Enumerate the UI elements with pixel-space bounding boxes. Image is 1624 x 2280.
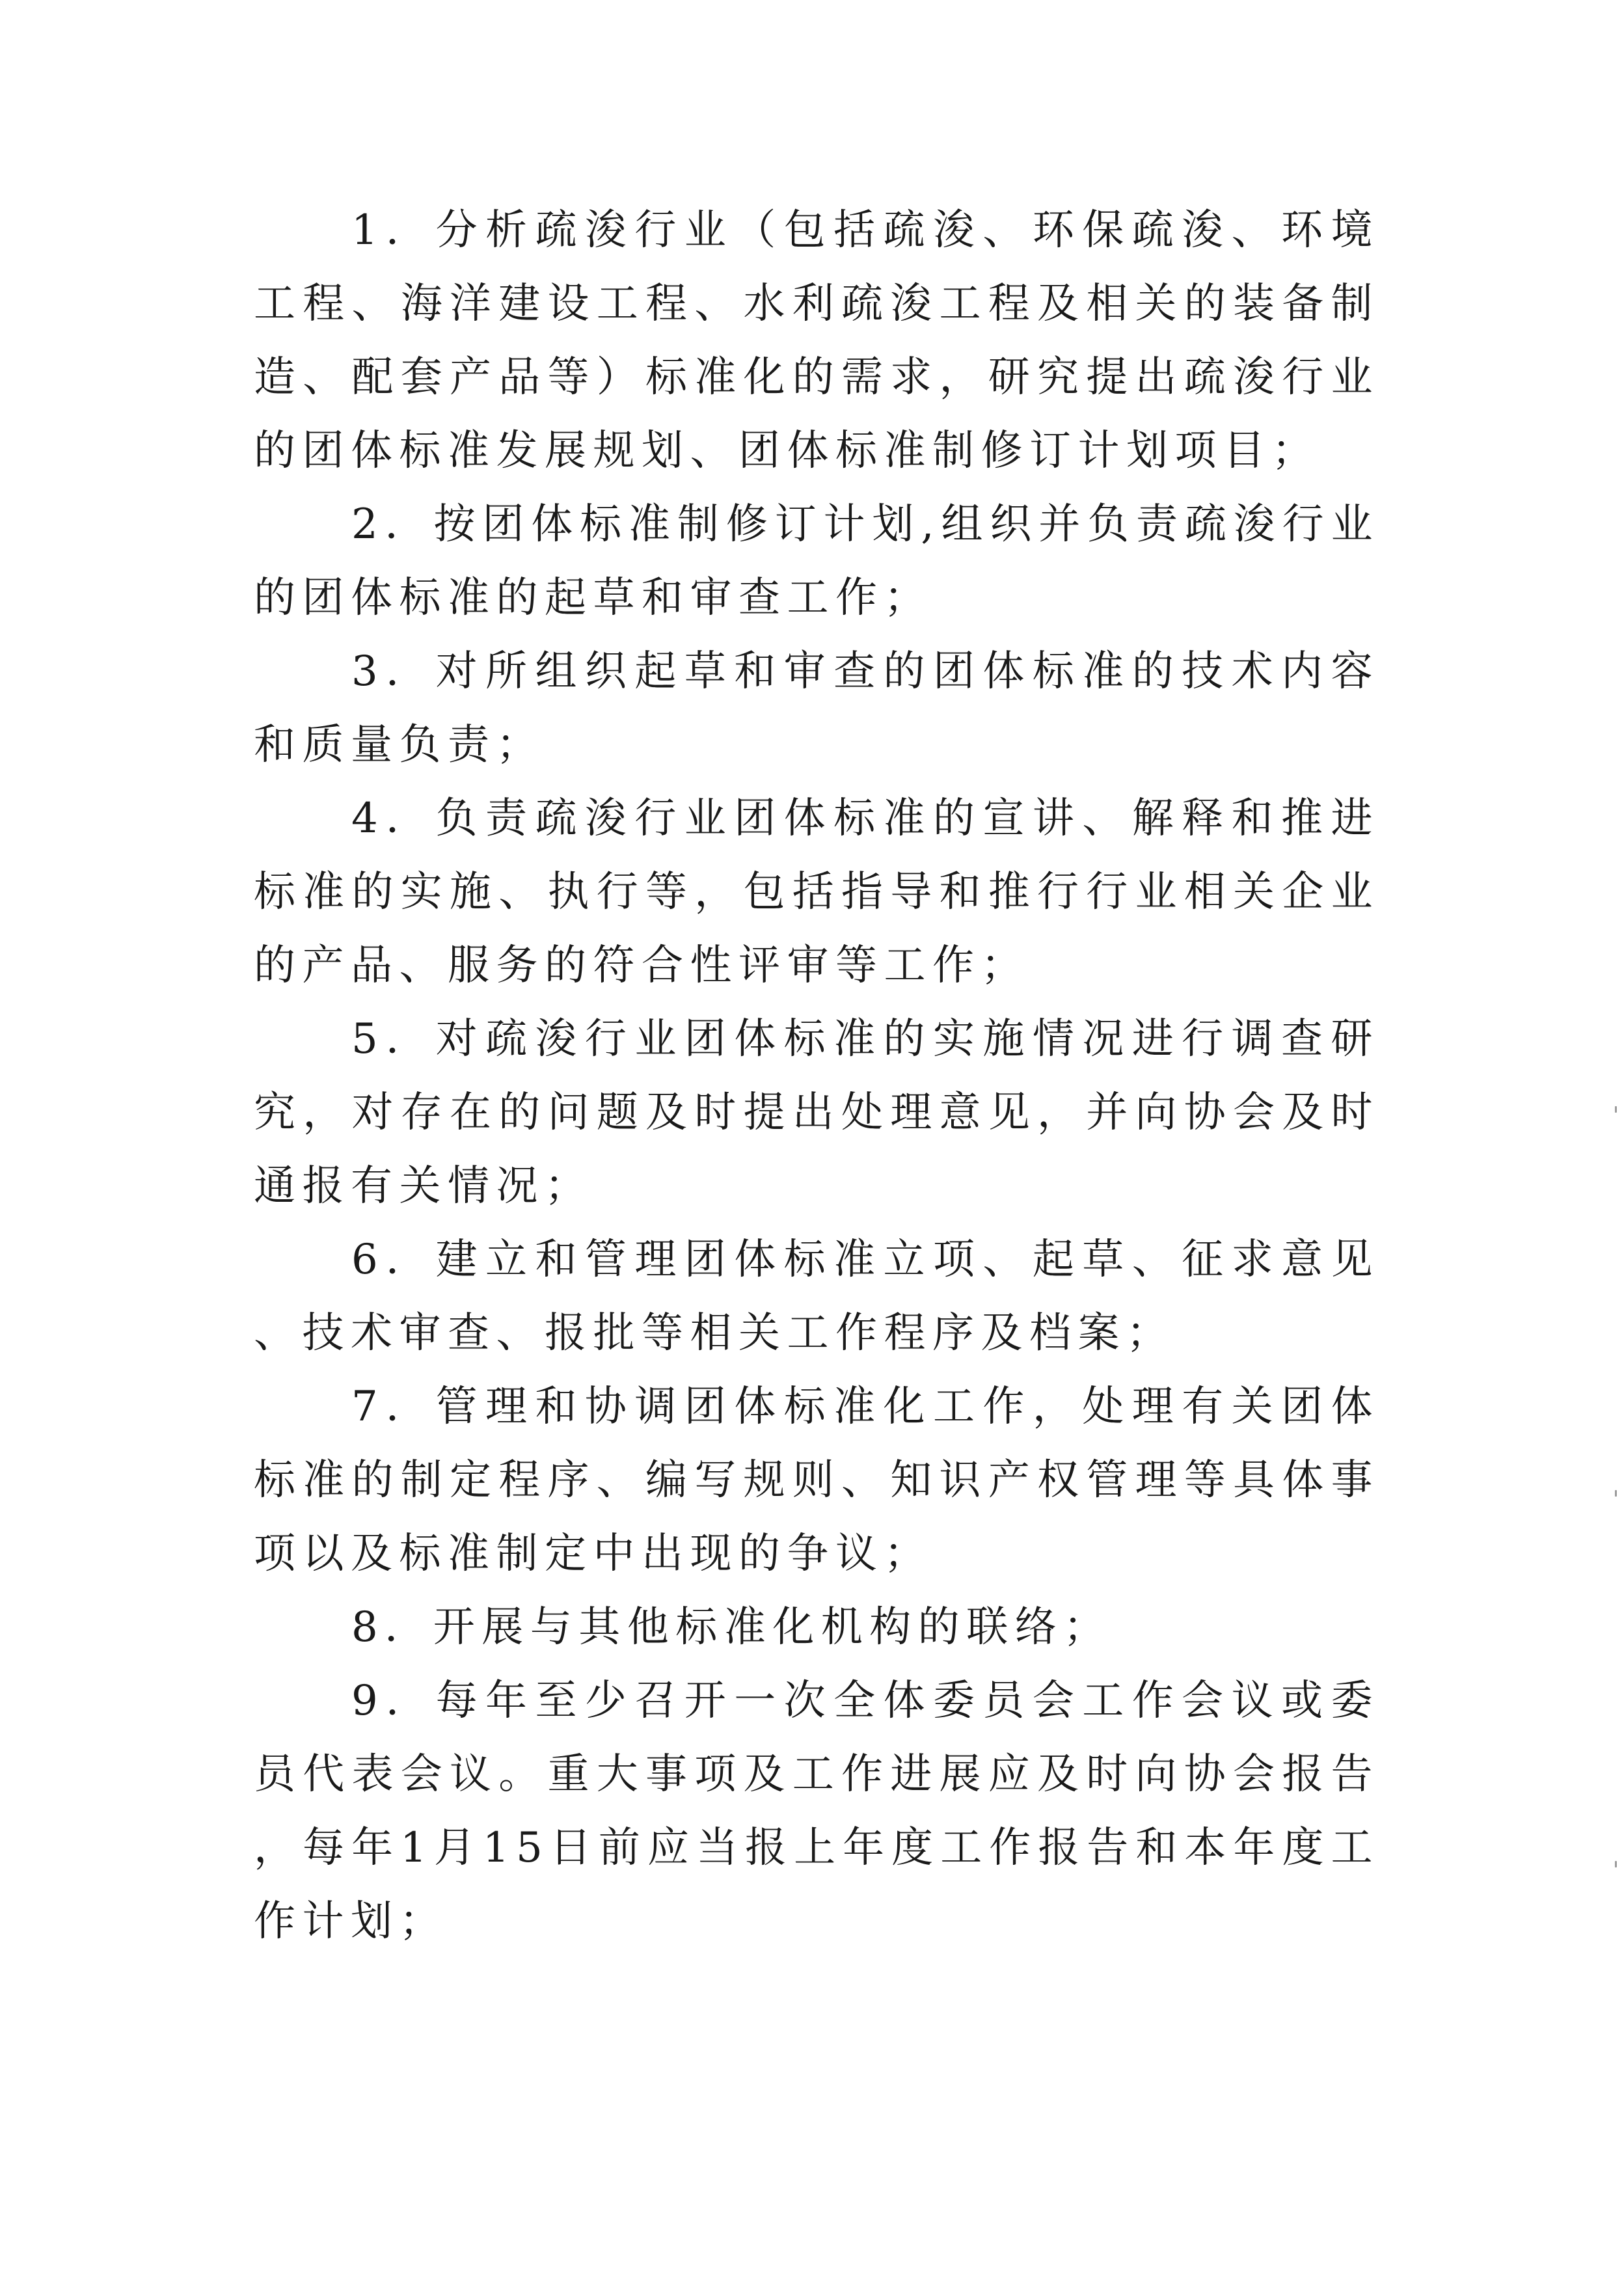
scan-mark [1615, 1490, 1617, 1497]
duty-item-1: 1．分析疏浚行业（包括疏浚、环保疏浚、环境工程、海洋建设工程、水利疏浚工程及相关的装备制造、配套产品等）标准化的需求，研究提出疏浚行业的团体标准发展规划、团体标准制修订计划项目； [254, 206, 1379, 475]
duty-item-4: 4．负责疏浚行业团体标准的宣讲、解释和推进标准的实施、执行等，包括指导和推行行业相关企业的产品、服务的符合性评审等工作； [254, 794, 1379, 990]
duty-item-3: 3．对所组织起草和审查的团体标准的技术内容和质量负责； [254, 647, 1379, 769]
document-body [254, 194, 1379, 1959]
duty-item-5: 5．对疏浚行业团体标准的实施情况进行调查研究，对存在的问题及时提出处理意见，并向协会及时通报有关情况； [254, 1015, 1379, 1210]
duty-item-6: 6．建立和管理团体标准立项、起草、征求意见、技术审查、报批等相关工作程序及档案； [254, 1236, 1379, 1357]
duty-item-7: 7．管理和协调团体标准化工作，处理有关团体标准的制定程序、编写规则、知识产权管理等具体事项以及标准制定中出现的争议； [254, 1383, 1379, 1578]
duty-item-2: 2．按团体标准制修订计划,组织并负责疏浚行业的团体标准的起草和审查工作； [254, 500, 1379, 622]
duty-item-9: 9．每年至少召开一次全体委员会工作会议或委员代表会议。重大事项及工作进展应及时向协会报告，每年1月15日前应当报上年度工作报告和本年度工作计划； [254, 1677, 1379, 1946]
scan-mark [1615, 1861, 1617, 1867]
duty-item-8: 8．开展与其他标准化机构的联络； [351, 1603, 1112, 1651]
scan-mark [1615, 1106, 1617, 1113]
